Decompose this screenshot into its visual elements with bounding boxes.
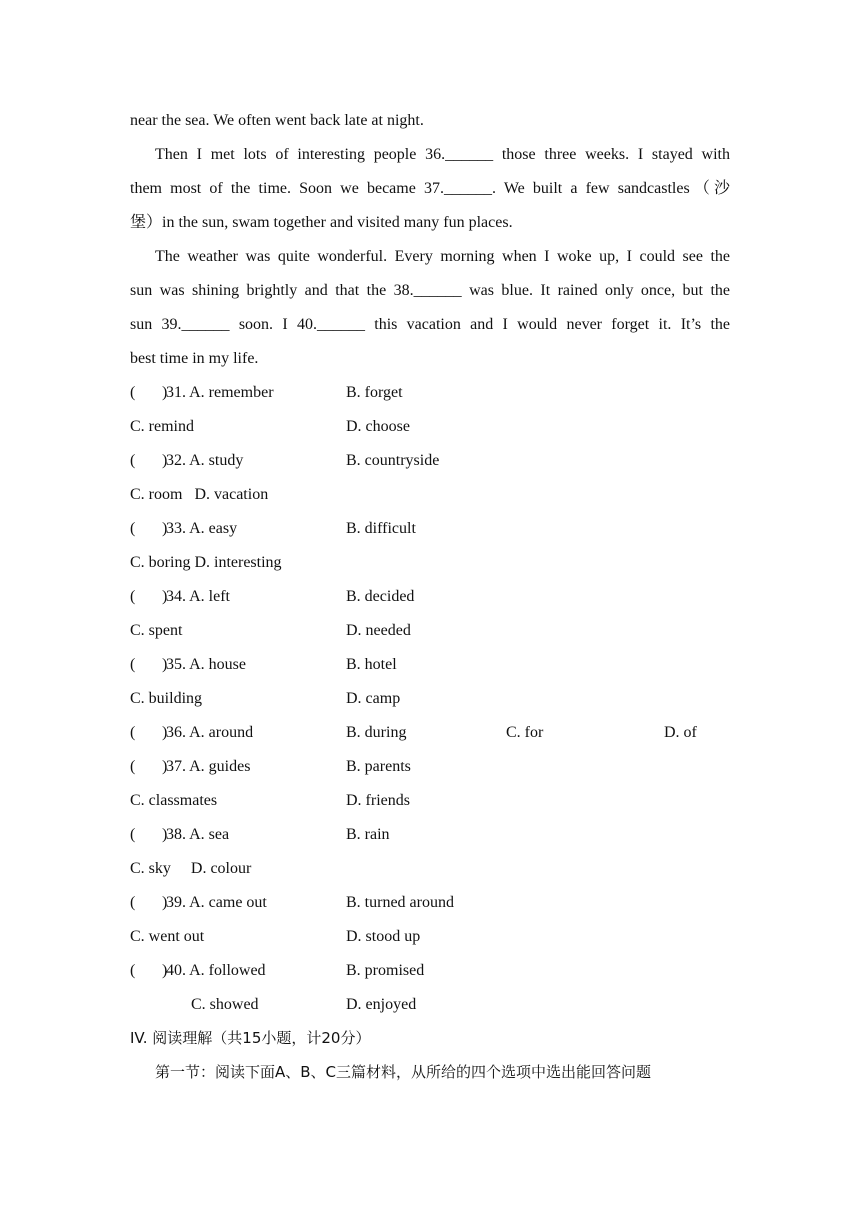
question-37-option-c: C. classmates [130, 792, 218, 809]
question-39-option-c: C. went out [130, 928, 205, 945]
question-39-option-d: D. stood up [346, 928, 421, 945]
section-heading: IV. 阅读理解（共15小题，计20分） [130, 1029, 371, 1047]
answer-paren-open: ( [130, 384, 136, 401]
question-36-option-a: 36. A. around [166, 724, 254, 741]
answer-paren-close: ) [162, 384, 168, 401]
passage-line: them most of the time. Soon we became 37.______. We built a few sandcastles（沙 [130, 180, 730, 197]
passage-line: best time in my life. [130, 350, 259, 367]
answer-paren-close: ) [162, 520, 168, 537]
passage-line: The weather was quite wonderful. Every morning when I woke up, I could see the [155, 248, 730, 265]
question-33-option-cd: C. boring D. interesting [130, 554, 282, 571]
question-38-option-b: B. rain [346, 826, 390, 843]
question-31-option-a: 31. A. remember [166, 384, 274, 401]
answer-paren-close: ) [162, 894, 168, 911]
question-32-option-b: B. countryside [346, 452, 440, 469]
answer-paren-open: ( [130, 588, 136, 605]
passage-line: Then I met lots of interesting people 36.______ those three weeks. I stayed with [155, 146, 730, 163]
answer-paren-open: ( [130, 758, 136, 775]
question-32-option-cd: C. room D. vacation [130, 486, 269, 503]
question-35-option-a: 35. A. house [166, 656, 246, 673]
passage-line: sun was shining brightly and that the 38.______ was blue. It rained only once, but the [130, 282, 730, 299]
question-34-option-a: 34. A. left [166, 588, 230, 605]
answer-paren-close: ) [162, 962, 168, 979]
answer-paren-close: ) [162, 452, 168, 469]
answer-paren-open: ( [130, 656, 136, 673]
question-40-option-d: D. enjoyed [346, 996, 417, 1013]
question-35-option-d: D. camp [346, 690, 401, 707]
question-33-option-b: B. difficult [346, 520, 416, 537]
question-38-option-cd: C. sky D. colour [130, 860, 252, 877]
answer-paren-open: ( [130, 962, 136, 979]
question-37-option-a: 37. A. guides [166, 758, 251, 775]
answer-paren-open: ( [130, 724, 136, 741]
answer-paren-open: ( [130, 520, 136, 537]
question-33-option-a: 33. A. easy [166, 520, 238, 537]
question-40-option-b: B. promised [346, 962, 425, 979]
question-34-option-c: C. spent [130, 622, 183, 639]
question-31-option-d: D. choose [346, 418, 410, 435]
answer-paren-close: ) [162, 588, 168, 605]
answer-paren-close: ) [162, 758, 168, 775]
passage-line: sun 39.______ soon. I 40.______ this vacation and I would never forget it. It’s the [130, 316, 730, 333]
question-36-option-d: D. of [664, 724, 697, 741]
question-38-option-a: 38. A. sea [166, 826, 230, 843]
passage-line: near the sea. We often went back late at night. [130, 112, 424, 129]
answer-paren-open: ( [130, 894, 136, 911]
question-34-option-d: D. needed [346, 622, 411, 639]
answer-paren-close: ) [162, 724, 168, 741]
question-31-option-b: B. forget [346, 384, 403, 401]
question-31-option-c: C. remind [130, 418, 194, 435]
question-39-option-a: 39. A. came out [166, 894, 267, 911]
question-39-option-b: B. turned around [346, 894, 454, 911]
question-36-option-b: B. during [346, 724, 407, 741]
answer-paren-open: ( [130, 452, 136, 469]
question-40-option-c: C. showed [191, 996, 259, 1013]
question-35-option-b: B. hotel [346, 656, 397, 673]
question-34-option-b: B. decided [346, 588, 415, 605]
answer-paren-open: ( [130, 826, 136, 843]
section-instruction: 第一节：阅读下面A、B、C三篇材料，从所给的四个选项中选出能回答问题 [155, 1063, 652, 1081]
answer-paren-close: ) [162, 826, 168, 843]
question-32-option-a: 32. A. study [166, 452, 244, 469]
answer-paren-close: ) [162, 656, 168, 673]
passage-line: 堡）in the sun, swam together and visited many fun places. [130, 214, 513, 231]
question-37-option-b: B. parents [346, 758, 411, 775]
question-36-option-c: C. for [506, 724, 544, 741]
question-35-option-c: C. building [130, 690, 203, 707]
question-40-option-a: 40. A. followed [166, 962, 266, 979]
question-37-option-d: D. friends [346, 792, 410, 809]
